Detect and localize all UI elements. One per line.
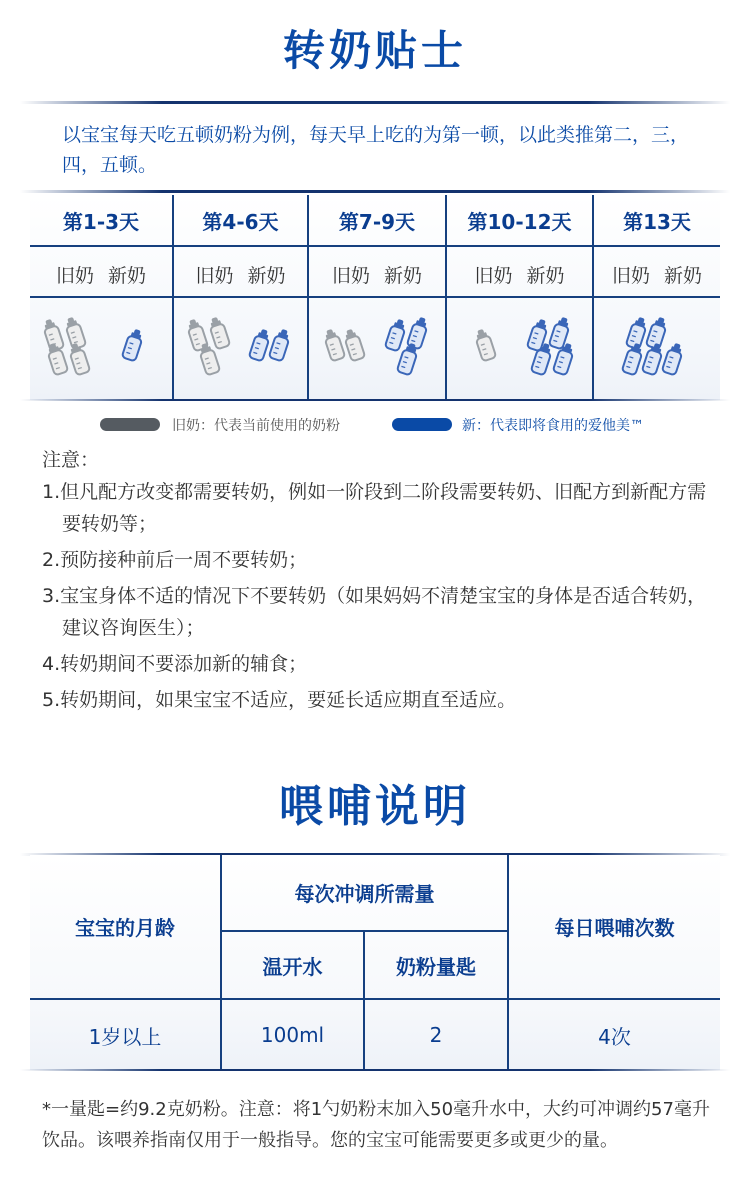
bottle-group (594, 305, 720, 400)
new-bottle-icon (398, 342, 418, 380)
stage-label: 第13天 (623, 209, 691, 234)
bottle-group (447, 305, 592, 400)
note-item: 5.转奶期间，如果宝宝不适应，要延长适应期直至适应。 (42, 689, 517, 711)
new-bottle-icon (554, 342, 574, 380)
bottle-group (30, 305, 172, 400)
old-milk-legend: 旧奶：代表当前使用的奶粉 (172, 418, 340, 434)
new-bottle-icon (643, 342, 663, 380)
notes-section (42, 444, 722, 720)
scoops-value: 2 (429, 1023, 443, 1047)
stage-header (309, 250, 445, 298)
feeding-footnote: *一量匙=约9.2克奶粉。注意：将1勺奶粉末加入50毫升水中，大约可冲调约57毫升饮品。该喂养指南仅用于一般指导。您的宝宝可能需要更多或更少的量。 (42, 1099, 710, 1151)
tips-title: 转奶贴士 (282, 26, 467, 75)
stage-header (594, 250, 720, 298)
table-bottom-rule (20, 399, 730, 401)
stage-column (594, 195, 720, 400)
old-milk-label: 旧奶 (611, 264, 650, 287)
water-header: 温开水 (262, 954, 323, 979)
stage-label: 第7-9天 (338, 209, 416, 234)
age-header: 宝宝的月龄 (75, 916, 175, 940)
per-feed-header: 每次冲调所需量 (294, 882, 435, 906)
times-header: 每日喂哺次数 (554, 916, 675, 940)
new-milk-legend: 新：代表即将食用的爱他美™ (462, 418, 644, 434)
stage-header (30, 250, 172, 298)
old-milk-label: 旧奶 (195, 264, 234, 287)
stage-column (174, 195, 307, 400)
age-value: 1岁以上 (88, 1024, 162, 1049)
stage-column (30, 195, 172, 400)
note-item: 4.转奶期间不要添加新的辅食； (42, 653, 308, 675)
old-bottle-icon (475, 328, 495, 366)
old-milk-label: 旧奶 (331, 264, 370, 287)
bottle-group (174, 305, 307, 400)
old-bottle-icon (344, 328, 364, 366)
table-top-rule (20, 190, 730, 193)
feeding-title: 喂哺说明 (279, 781, 471, 832)
stage-label: 第4-6天 (202, 209, 279, 234)
new-milk-label: 新奶 (247, 264, 286, 287)
new-bottle-icon (663, 342, 683, 380)
old-milk-swatch (100, 418, 160, 431)
new-milk-label: 新奶 (384, 264, 423, 287)
new-bottle-icon (250, 328, 270, 366)
tips-intro: 以宝宝每天吃五顿奶粉为例，每天早上吃的为第一顿，以此类推第二，三，四，五顿。 (62, 124, 690, 176)
feeding-table (30, 855, 720, 1070)
feeding-table-bottom-rule (20, 1069, 730, 1071)
stage-label: 第10-12天 (467, 209, 572, 234)
new-bottle-icon (623, 342, 643, 380)
new-milk-label: 新奶 (526, 264, 565, 287)
times-value: 4次 (598, 1024, 631, 1049)
new-bottle-icon (123, 328, 143, 366)
stage-header (447, 250, 592, 298)
bottle-group (309, 305, 445, 400)
transition-table (30, 195, 720, 400)
stage-label: 第1-3天 (62, 209, 140, 234)
new-milk-label: 新奶 (108, 264, 147, 287)
new-milk-label: 新奶 (664, 264, 703, 287)
old-bottle-icon (199, 342, 219, 380)
stage-column (309, 195, 445, 400)
old-bottle-icon (69, 342, 89, 380)
note-item: 1.但凡配方改变都需要转奶，例如一阶段到二阶段需要转奶、旧配方到新配方需要转奶等； (42, 481, 707, 535)
new-bottle-icon (270, 328, 290, 366)
new-milk-swatch (392, 418, 452, 431)
bottle-legend (0, 412, 750, 438)
new-bottle-icon (532, 342, 552, 380)
note-item: 3.宝宝身体不适的情况下不要转奶（如果妈妈不清楚宝宝的身体是否适合转奶，建议咨询医生）； (42, 585, 707, 639)
notes-heading: 注意： (42, 449, 100, 471)
old-milk-label: 旧奶 (474, 264, 513, 287)
water-value: 100ml (260, 1023, 325, 1047)
scoops-header: 奶粉量匙 (396, 954, 476, 979)
title-divider (20, 101, 730, 104)
stage-column (447, 195, 592, 400)
stage-header (174, 250, 307, 298)
old-milk-label: 旧奶 (55, 264, 94, 287)
note-item: 2.预防接种前后一周不要转奶； (42, 549, 308, 571)
